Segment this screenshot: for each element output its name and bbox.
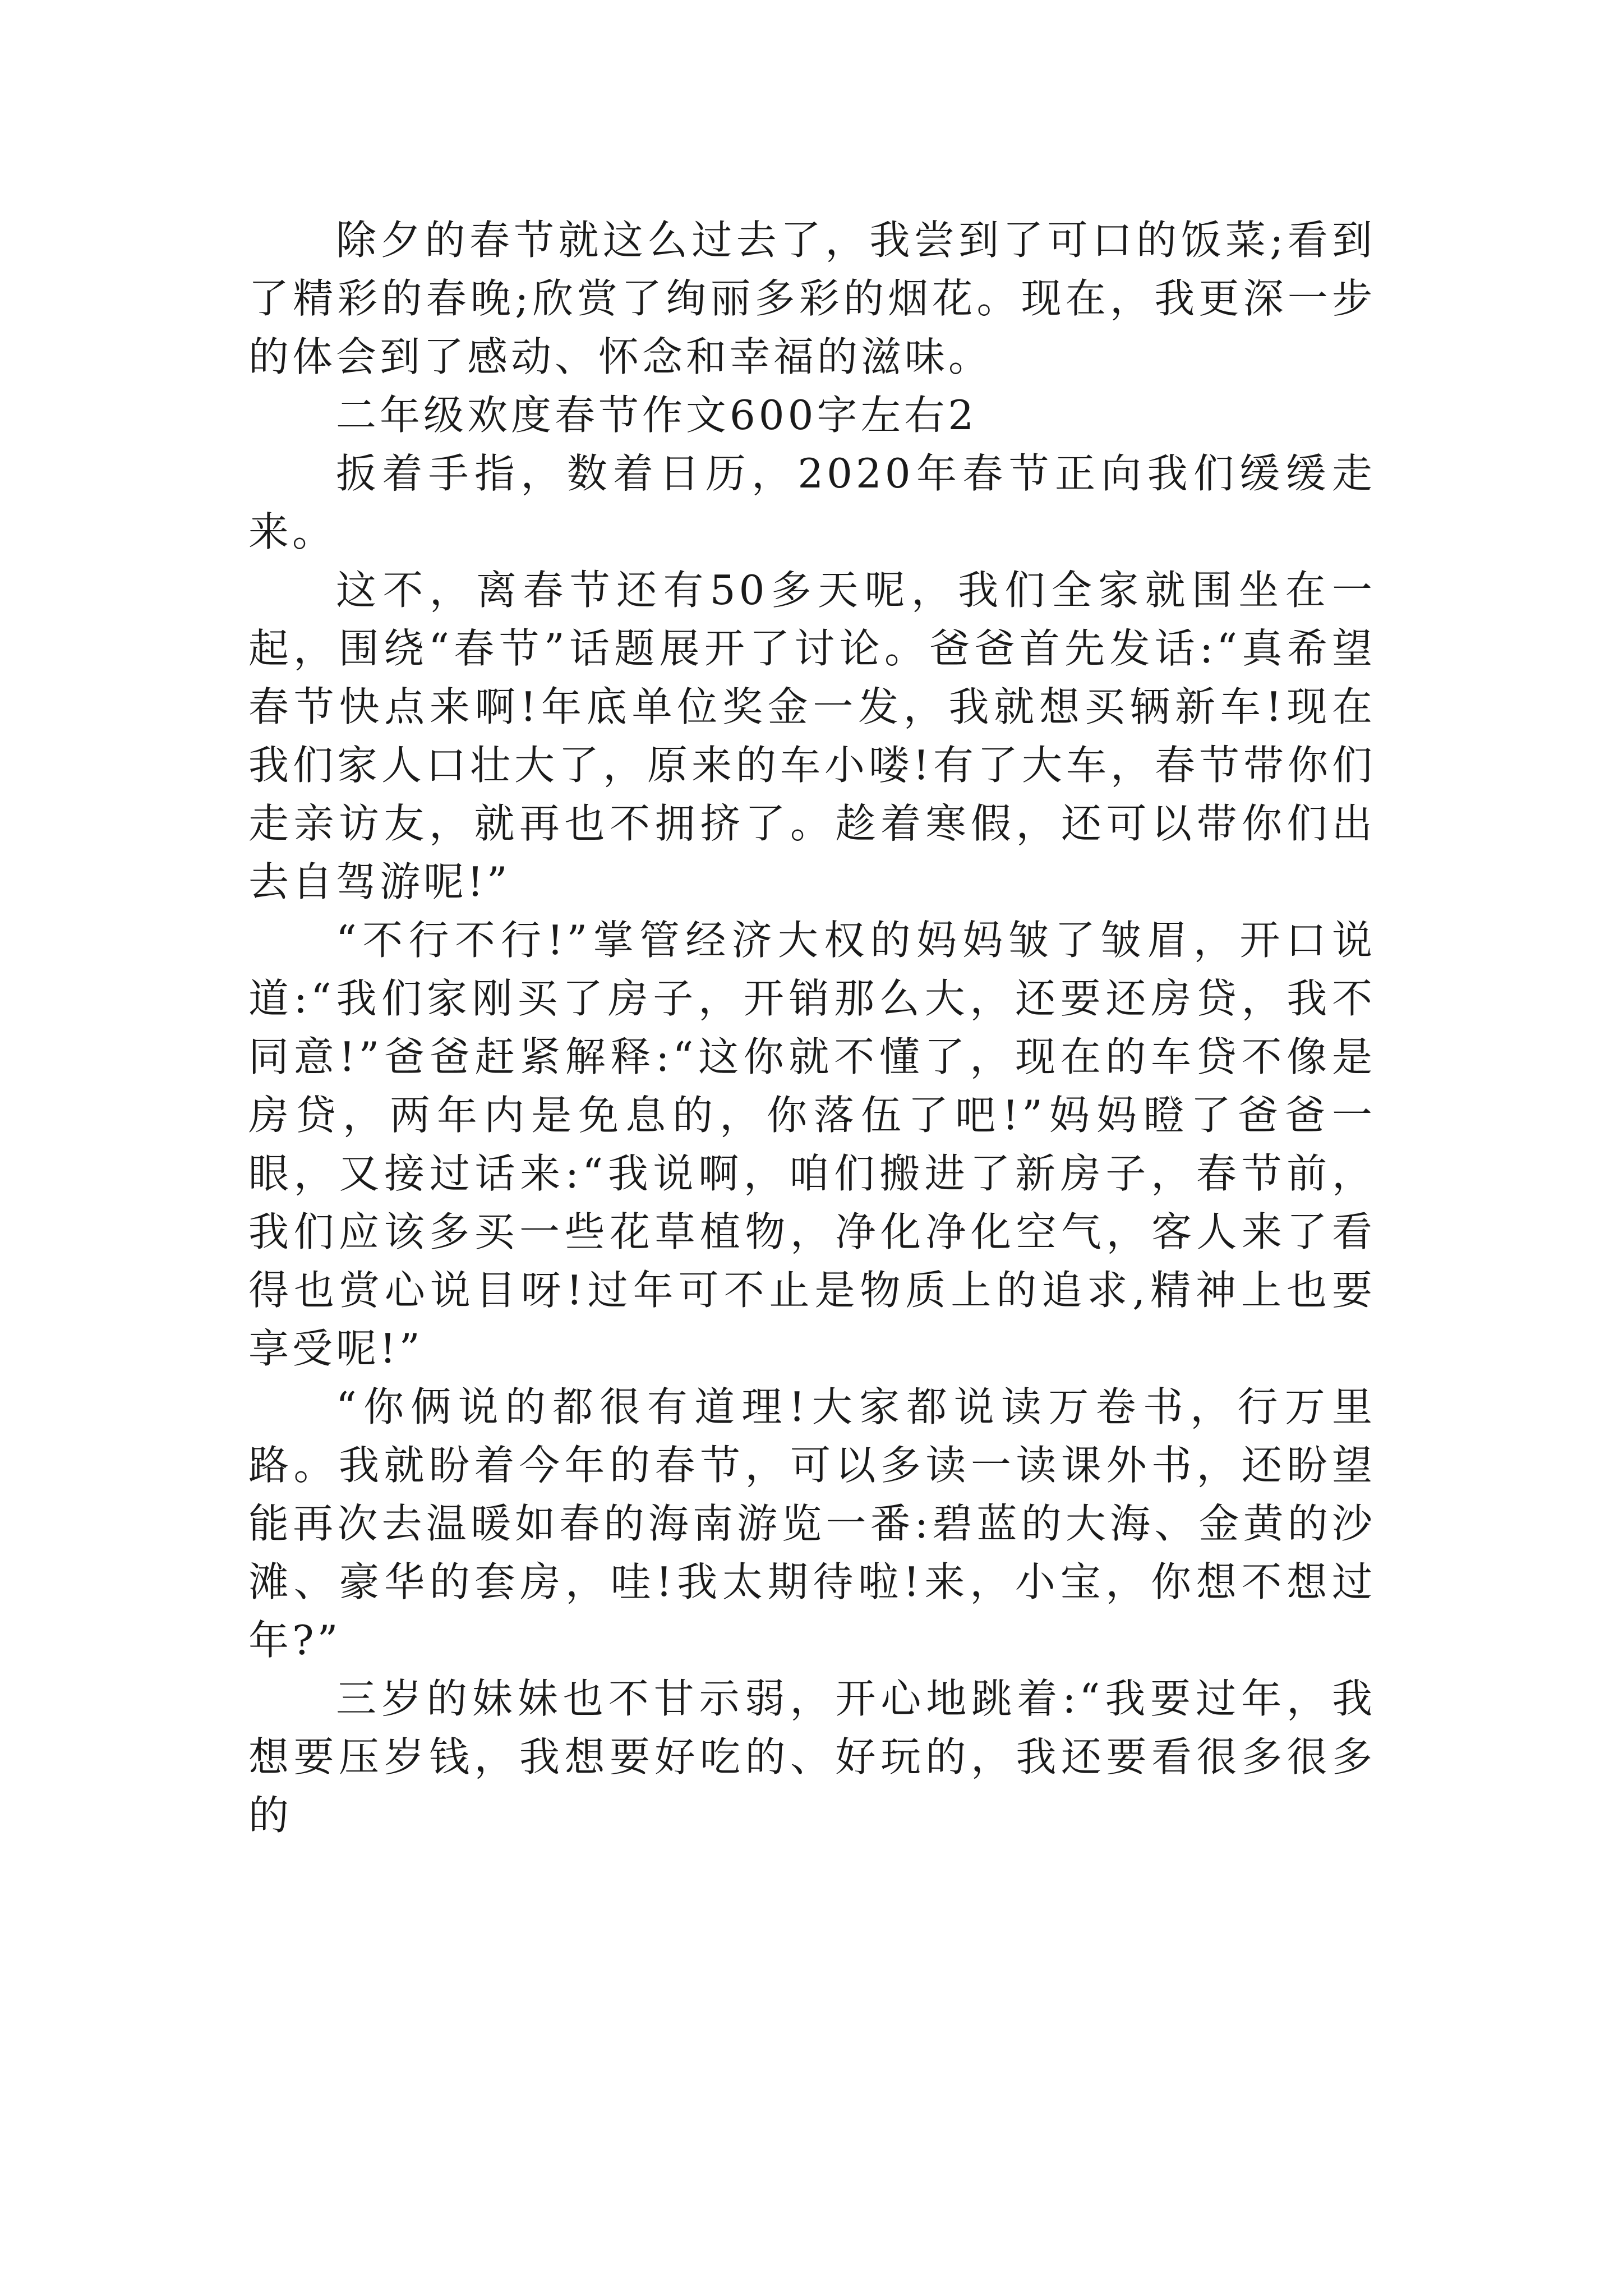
section-heading: 二年级欢度春节作文600字左右2 [336,392,978,439]
document-body [248,211,1376,1844]
paragraph-1: 除夕的春节就这么过去了，我尝到了可口的饭菜;看到了精彩的春晚;欣赏了绚丽多彩的烟花。现在，我更深一步的体会到了感动、怀念和幸福的滋味。 [248,217,1376,380]
paragraph-6: 三岁的妹妹也不甘示弱，开心地跳着:“我要过年，我想要压岁钱，我想要好吃的、好玩的，我还要看很多很多的 [248,1675,1376,1839]
paragraph-3: 这不，离春节还有50多天呢，我们全家就围坐在一起，围绕“春节”话题展开了讨论。爸爸首先发话:“真希望春节快点来啊!年底单位奖金一发，我就想买辆新车!现在我们家人口壮大了，原来的车小喽!有了大车，春节带你们走亲访友，就再也不拥挤了。趁着寒假，还可以带你们出去自驾游呢!” [248,567,1376,905]
paragraph-2: 扳着手指，数着日历，2020年春节正向我们缓缓走来。 [248,450,1376,555]
paragraph-4: “不行不行!”掌管经济大权的妈妈皱了皱眉，开口说道:“我们家刚买了房子，开销那么大，还要还房贷，我不同意!”爸爸赶紧解释:“这你就不懂了，现在的车贷不像是房贷，两年内是免息的，你落伍了吧!”妈妈瞪了爸爸一眼，又接过话来:“我说啊，咱们搬进了新房子，春节前，我们应该多买一些花草植物，净化净化空气，客人来了看得也赏心说目呀!过年可不止是物质上的追求,精神上也要享受呢!” [248,917,1376,1372]
paragraph-5: “你俩说的都很有道理!大家都说读万卷书，行万里路。我就盼着今年的春节，可以多读一读课外书，还盼望能再次去温暖如春的海南游览一番:碧蓝的大海、金黄的沙滩、豪华的套房，哇!我太期待啦!来，小宝，你想不想过年?” [248,1383,1376,1664]
